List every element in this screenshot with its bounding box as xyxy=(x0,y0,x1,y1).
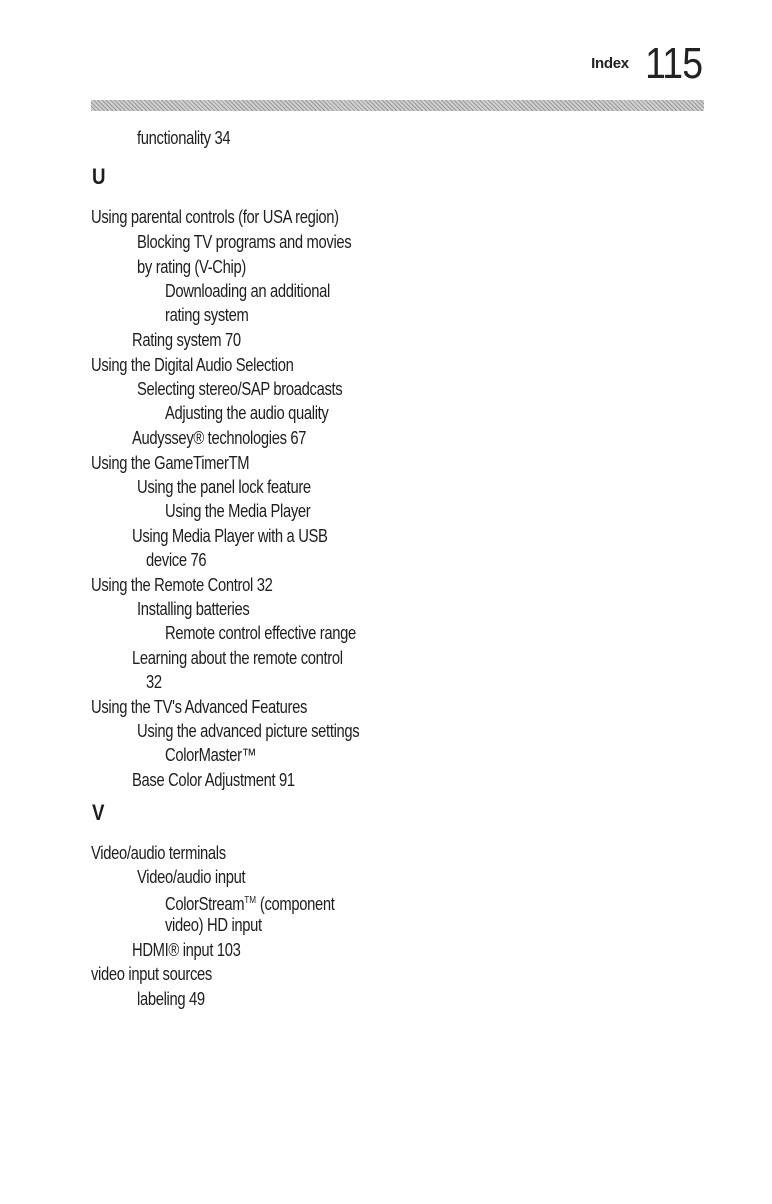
index-entry: Remote control effective range xyxy=(165,623,356,643)
index-entry: Video/audio terminals xyxy=(91,843,226,863)
index-entry: by rating (V-Chip) xyxy=(137,257,246,277)
index-entry: video) HD input xyxy=(165,915,262,935)
index-entry: functionality 34 xyxy=(137,128,231,148)
index-entry: labeling 49 xyxy=(137,989,205,1009)
index-entry: rating system xyxy=(165,305,249,325)
index-entry: ColorMaster™ xyxy=(165,745,257,765)
trademark-mark: TM xyxy=(244,895,257,906)
index-entry: Using parental controls (for USA region) xyxy=(91,207,339,227)
index-entry: Audyssey® technologies 67 xyxy=(132,428,307,448)
index-entry: device 76 xyxy=(146,550,207,570)
page-header xyxy=(591,39,702,88)
index-entry: Base Color Adjustment 91 xyxy=(132,770,295,790)
index-entry xyxy=(165,890,335,915)
index-entry: Using the TV's Advanced Features xyxy=(91,697,308,717)
entry-text: (component xyxy=(256,894,335,914)
header-rule xyxy=(91,100,704,111)
index-entry: 32 xyxy=(146,672,162,692)
entry-text: ColorStream xyxy=(165,894,245,914)
index-entry: Selecting stereo/SAP broadcasts xyxy=(137,379,343,399)
index-entry: Using the advanced picture settings xyxy=(137,721,360,741)
index-entry: Using the GameTimerTM xyxy=(91,453,250,473)
index-entry: Using Media Player with a USB xyxy=(132,526,328,546)
index-entry: Using the panel lock feature xyxy=(137,477,311,497)
index-entry: Installing batteries xyxy=(137,599,250,619)
index-entry: Learning about the remote control xyxy=(132,648,343,668)
page-number: 115 xyxy=(644,39,702,88)
index-entry: video input sources xyxy=(91,964,212,984)
index-entry: Using the Digital Audio Selection xyxy=(91,355,294,375)
index-entry: Rating system 70 xyxy=(132,330,241,350)
index-letter-heading: V xyxy=(92,800,105,825)
section-title: Index xyxy=(591,55,629,72)
index-entry: HDMI® input 103 xyxy=(132,940,241,960)
index-entry: Blocking TV programs and movies xyxy=(137,232,352,252)
index-entry: Video/audio input xyxy=(137,867,246,887)
index-entry: Downloading an additional xyxy=(165,281,330,301)
index-entry: Using the Media Player xyxy=(165,501,311,521)
index-entry: Adjusting the audio quality xyxy=(165,403,329,423)
index-letter-heading: U xyxy=(92,164,106,189)
index-entry: Using the Remote Control 32 xyxy=(91,575,273,595)
